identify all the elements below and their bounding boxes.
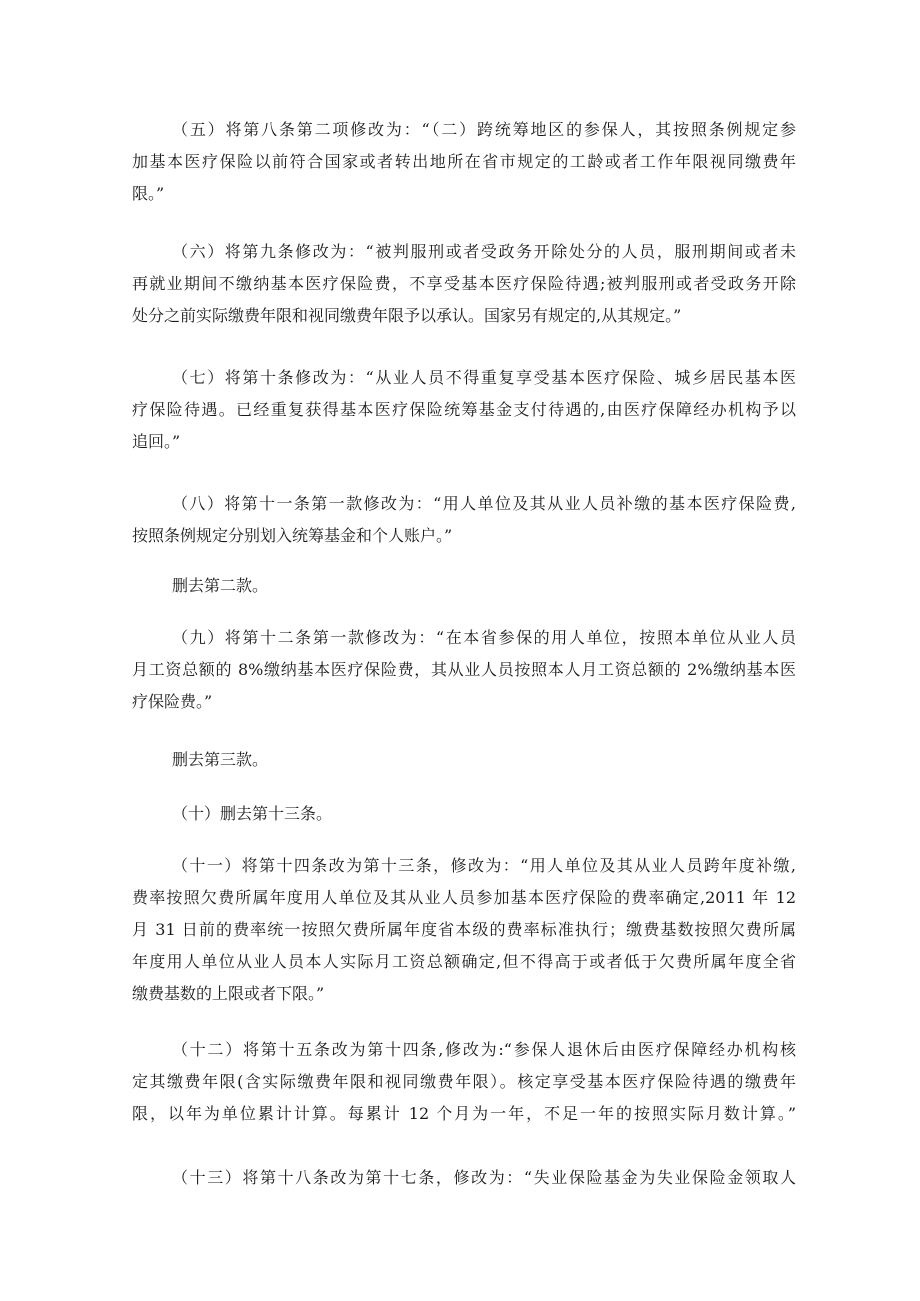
paragraph-line: 限，以年为单位累计计算。每累计 12 个月为一年，不足一年的按照实际月数计算。” <box>132 1104 796 1123</box>
paragraph-line: （十一）将第十四条改为第十三条，修改为：“用人单位及其从业人员跨年度补缴, <box>172 856 796 875</box>
paragraph-line: 按照条例规定分别划入统筹基金和个人账户。” <box>132 526 453 545</box>
paragraph-delete-3 <box>132 744 796 776</box>
paragraph-line: 疗保险待遇。已经重复获得基本医疗保险统筹基金支付待遇的,由医疗保障经办机构予以 <box>132 400 796 419</box>
paragraph-12 <box>132 1034 796 1130</box>
paragraph-line: 删去第二款。 <box>172 576 269 595</box>
paragraph-line: 月工资总额的 8%缴纳基本医疗保险费，其从业人员按照本人月工资总额的 2%缴纳基本医 <box>132 660 796 679</box>
paragraph-13 <box>132 1162 796 1194</box>
paragraph-line: 限。” <box>132 184 165 203</box>
paragraph-line: （十二）将第十五条改为第十四条,修改为:“参保人退休后由医疗保障经办机构核 <box>172 1040 796 1059</box>
paragraph-line: （七）将第十条修改为：“从业人员不得重复享受基本医疗保险、城乡居民基本医 <box>172 368 796 387</box>
paragraph-9 <box>132 622 796 718</box>
paragraph-line: 处分之前实际缴费年限和视同缴费年限予以承认。国家另有规定的,从其规定。” <box>132 306 682 325</box>
paragraph-line: 定其缴费年限(含实际缴费年限和视同缴费年限）。核定享受基本医疗保险待遇的缴费年 <box>132 1072 796 1091</box>
paragraph-line: 年度用人单位从业人员本人实际月工资总额确定,但不得高于或者低于欠费所属年度全省 <box>132 952 796 971</box>
paragraph-line: （八）将第十一条第一款修改为：“用人单位及其从业人员补缴的基本医疗保险费, <box>172 494 796 513</box>
paragraph-10 <box>132 798 796 830</box>
paragraph-line: 再就业期间不缴纳基本医疗保险费，不享受基本医疗保险待遇;被判服刑或者受政务开除 <box>132 274 796 293</box>
paragraph-7 <box>132 362 796 458</box>
paragraph-line: （十）删去第十三条。 <box>172 804 333 823</box>
paragraph-line: 疗保险费。” <box>132 692 213 711</box>
paragraph-5 <box>132 114 796 210</box>
paragraph-line: 加基本医疗保险以前符合国家或者转出地所在省市规定的工龄或者工作年限视同缴费年 <box>132 152 796 171</box>
paragraph-line: （六）将第九条修改为：“被判服刑或者受政务开除处分的人员，服刑期间或者未 <box>172 242 796 261</box>
paragraph-line: （五）将第八条第二项修改为：“（二）跨统筹地区的参保人，其按照条例规定参 <box>172 120 796 139</box>
paragraph-line: （九）将第十二条第一款修改为：“在本省参保的用人单位，按照本单位从业人员 <box>172 628 796 647</box>
paragraph-line: 月 31 日前的费率统一按照欠费所属年度省本级的费率标准执行；缴费基数按照欠费所属 <box>132 920 796 939</box>
paragraph-11 <box>132 850 796 1010</box>
paragraph-line: （十三）将第十八条改为第十七条，修改为：“失业保险基金为失业保险金领取人 <box>172 1168 796 1187</box>
paragraph-line: 追回。” <box>132 432 181 451</box>
paragraph-8 <box>132 488 796 552</box>
paragraph-line: 缴费基数的上限或者下限。” <box>132 984 325 1003</box>
paragraph-line: 费率按照欠费所属年度用人单位及其从业人员参加基本医疗保险的费率确定,2011 年 12 <box>132 888 796 907</box>
paragraph-delete-2 <box>132 570 796 602</box>
paragraph-6 <box>132 236 796 332</box>
paragraph-line: 删去第三款。 <box>172 750 269 769</box>
